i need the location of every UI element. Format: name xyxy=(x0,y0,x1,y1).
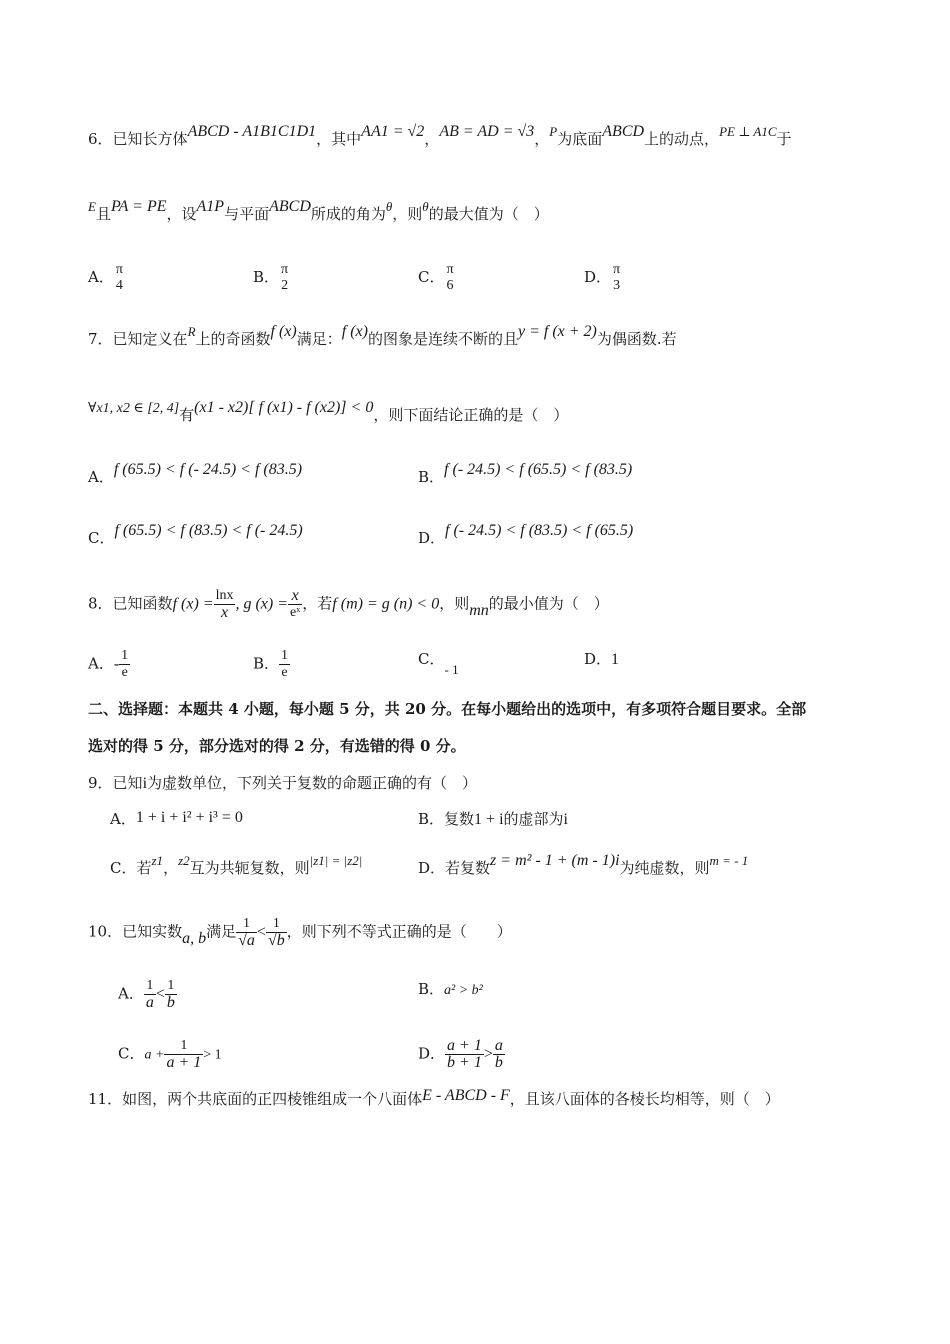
q6-text: ，其中 xyxy=(316,130,362,148)
numerator: lnx xyxy=(215,588,234,603)
denominator: e xyxy=(119,664,130,681)
q6-text: 所成的角为 xyxy=(310,205,386,223)
option-expr: f (65.5) < f (83.5) < f (- 24.5) xyxy=(114,522,303,539)
q10-option-b[interactable] xyxy=(418,978,483,1002)
fraction xyxy=(236,916,257,949)
option-expr: 1 + i xyxy=(474,811,504,828)
numerator: π xyxy=(446,262,454,277)
q7-line2 xyxy=(88,399,569,428)
option-label: A． xyxy=(110,810,136,828)
q8-option-a[interactable] xyxy=(88,648,130,681)
option-label: A． xyxy=(88,468,114,486)
q6-option-c[interactable] xyxy=(418,262,456,294)
q7-text: 为偶函数.若 xyxy=(596,330,677,348)
q6-text: ，设 xyxy=(166,205,197,223)
q6-text: 与平面 xyxy=(224,205,270,223)
q7-text: 已知定义在 xyxy=(112,330,188,348)
numerator: a xyxy=(494,1037,503,1054)
numerator: a + 1 xyxy=(447,1037,482,1054)
q10-text: 满足 xyxy=(206,922,237,941)
numerator: x xyxy=(291,587,299,604)
denominator: e xyxy=(279,664,290,681)
option-expr: f (65.5) < f (- 24.5) < f (83.5) xyxy=(113,461,303,478)
fraction xyxy=(119,648,130,681)
q11-number: 11． xyxy=(88,1090,123,1108)
q9-text: 互为共轭复数，则 xyxy=(189,859,310,877)
option-label: D． xyxy=(418,529,446,547)
numerator: 1 xyxy=(167,978,175,993)
fraction xyxy=(611,262,622,294)
numerator: 1 xyxy=(272,916,280,931)
option-label: B． xyxy=(253,654,280,673)
q7-number: 7． xyxy=(88,330,113,348)
q6-text: ， xyxy=(424,130,440,148)
q7-math: (x1 - x2)[ f (x1) - f (x2)] < 0 xyxy=(194,399,374,416)
q11-text: ，且该八面体的各棱长均相等，则（ ） xyxy=(509,1090,780,1108)
fraction xyxy=(114,262,125,294)
fraction xyxy=(144,978,156,1011)
q9-option-c[interactable] xyxy=(110,853,363,880)
q8-math: mn xyxy=(469,601,489,619)
q9-number: 9． xyxy=(88,774,113,792)
denominator: √a xyxy=(238,932,255,949)
fraction xyxy=(165,978,177,1011)
numerator: 1 xyxy=(121,648,129,663)
q6-text: ， xyxy=(534,130,550,148)
q6-option-d[interactable] xyxy=(584,262,622,294)
q9-line1 xyxy=(88,772,477,795)
minus-sign: - xyxy=(113,655,120,673)
q7-option-b[interactable] xyxy=(418,461,633,489)
option-label: B． xyxy=(418,810,445,828)
q8-text: ，则 xyxy=(439,594,470,613)
numerator: 1 xyxy=(243,916,251,931)
denominator: 3 xyxy=(613,278,621,293)
q6-text: 上的动点， xyxy=(644,130,720,148)
option-label: C． xyxy=(118,1044,145,1063)
section-heading-cont: 选对的得 5 分，部分选对的得 2 分，有选错的得 0 分。 xyxy=(88,737,466,755)
q9-option-d[interactable] xyxy=(418,852,749,880)
q11-line1 xyxy=(88,1088,780,1111)
q9-text: 为纯虚数，则 xyxy=(619,859,710,877)
numerator: 1 xyxy=(281,648,289,663)
q8-text: ，若 xyxy=(302,594,333,613)
q10-option-c[interactable] xyxy=(118,1038,222,1071)
fraction xyxy=(279,262,290,294)
option-expr: z1 xyxy=(151,853,164,868)
q6-line1 xyxy=(88,123,792,151)
q6-text: 于 xyxy=(776,130,792,148)
denominator: a xyxy=(145,994,154,1011)
q6-math: PA = PE xyxy=(110,198,167,215)
q10-math: < xyxy=(256,923,266,941)
q7-option-c[interactable] xyxy=(88,522,303,550)
fraction xyxy=(164,1038,203,1071)
option-expr: i xyxy=(563,811,568,828)
q9-text: 若 xyxy=(136,859,152,877)
denominator: x xyxy=(214,604,236,621)
q7-math: y = f (x + 2) xyxy=(517,323,597,340)
q7-text: 上的奇函数 xyxy=(195,330,271,348)
denominator: √b xyxy=(267,932,285,949)
q8-option-c[interactable] xyxy=(418,648,459,677)
option-expr: f (- 24.5) < f (65.5) < f (83.5) xyxy=(444,461,633,478)
q9-option-b[interactable] xyxy=(418,808,568,831)
q6-math: θ xyxy=(422,199,429,214)
denominator: 6 xyxy=(446,278,454,293)
fraction xyxy=(288,588,302,621)
option-label: D． xyxy=(418,1044,446,1063)
option-expr: z2 xyxy=(178,853,190,868)
numerator: 1 xyxy=(146,978,154,993)
q7-math: R xyxy=(187,324,196,339)
q7-option-d[interactable] xyxy=(418,522,634,550)
option-expr: > 1 xyxy=(203,1047,222,1063)
option-label: A． xyxy=(88,268,114,286)
q11-math: E - ABCD - F xyxy=(422,1087,510,1104)
q6-math: ABCD - A1B1C1D1 xyxy=(187,123,317,140)
q10-number: 10． xyxy=(88,922,123,941)
fraction xyxy=(266,916,287,949)
q7-option-a[interactable] xyxy=(88,461,303,489)
q9-math: i xyxy=(142,775,148,792)
q6-math: ABCD xyxy=(269,198,311,215)
q7-text: 的图象是连续不断的且 xyxy=(367,330,518,348)
q9-text: 若复数 xyxy=(445,859,491,877)
q10-text: ，则下列不等式正确的是（ ） xyxy=(286,922,512,941)
q7-math: f (x) xyxy=(270,323,297,340)
numerator: π xyxy=(115,262,123,277)
q9-text: 为虚数单位，下列关于复数的命题正确的有（ ） xyxy=(147,774,478,792)
denominator: b + 1 xyxy=(447,1054,482,1071)
q9-option-a[interactable] xyxy=(110,808,243,831)
denominator: 2 xyxy=(281,278,289,293)
fraction xyxy=(279,648,290,681)
q6-math: P xyxy=(549,124,558,139)
fraction xyxy=(444,262,455,294)
option-value: 1 xyxy=(611,651,620,668)
option-label: A． xyxy=(118,984,144,1003)
q9-text: 的虚部为 xyxy=(503,810,564,828)
q10-option-d[interactable] xyxy=(418,1038,505,1071)
q9-text: 复数 xyxy=(444,810,475,828)
denominator: eˣ xyxy=(290,605,301,620)
q10-option-a[interactable] xyxy=(118,978,177,1011)
option-expr: a + xyxy=(144,1047,165,1063)
section-heading: 二、选择题：本题共 4 小题，每小题 5 分，共 20 分。在每小题给出的选项中，有多项符合题目要求。全部 xyxy=(88,700,807,718)
q7-text: ，则下面结论正确的是（ ） xyxy=(373,406,569,424)
option-expr: 1 + i + i² + i³ = 0 xyxy=(135,809,243,826)
q6-text: 且 xyxy=(95,205,111,223)
q8-text: 已知函数 xyxy=(112,594,173,613)
fraction xyxy=(214,588,236,621)
q10-text: 已知实数 xyxy=(122,922,183,941)
q7-text: 有 xyxy=(179,406,195,424)
q8-line1 xyxy=(88,588,609,621)
option-label: C． xyxy=(418,650,445,668)
q10-line1 xyxy=(88,916,512,949)
denominator: b xyxy=(494,1054,503,1071)
denominator: b xyxy=(166,994,175,1011)
q6-math: E xyxy=(88,199,96,214)
q7-line1 xyxy=(88,323,677,351)
q6-math: AB = AD = √3 xyxy=(439,123,535,140)
option-label: B． xyxy=(418,980,445,998)
q8-math: f (x) = xyxy=(172,595,214,613)
option-label: A． xyxy=(88,654,114,673)
q8-math: , g (x) = xyxy=(235,595,289,613)
q8-option-b[interactable] xyxy=(253,648,290,681)
option-expr: > xyxy=(483,1045,493,1063)
q6-math: PE ⊥ A1C xyxy=(719,124,777,139)
q8-number: 8． xyxy=(88,594,113,613)
option-label: D． xyxy=(584,268,612,286)
option-label: C． xyxy=(110,859,137,877)
option-label: D． xyxy=(418,859,446,877)
option-label: C． xyxy=(418,268,445,286)
q6-text: ，则 xyxy=(392,205,423,223)
q6-text: 的最大值为（ ） xyxy=(428,205,549,223)
numerator: π xyxy=(281,262,289,277)
q6-math: ABCD xyxy=(602,123,645,140)
q8-math: f (m) = g (n) < 0 xyxy=(332,595,440,613)
q6-line2 xyxy=(88,198,549,226)
numerator: π xyxy=(613,262,621,277)
q6-math: A1P xyxy=(196,198,225,215)
q6-math: θ xyxy=(385,199,393,214)
q6-option-b[interactable] xyxy=(253,262,290,294)
option-expr: a² > b² xyxy=(444,983,483,998)
q6-math: AA1 = √2 xyxy=(361,123,425,140)
option-expr: z = m² - 1 + (m - 1)i xyxy=(490,852,620,869)
option-expr: < xyxy=(155,985,165,1003)
q11-text: 如图，两个共底面的正四棱锥组成一个八面体 xyxy=(122,1090,423,1108)
option-label: B． xyxy=(253,268,280,286)
option-expr: m = - 1 xyxy=(709,853,749,868)
option-expr: |z1| = |z2| xyxy=(309,853,363,868)
q9-text: 已知 xyxy=(112,774,143,792)
q6-option-a[interactable] xyxy=(88,262,125,294)
q7-math: f (x) xyxy=(341,323,368,340)
q6-text: 已知长方体 xyxy=(112,130,188,148)
option-label: D． xyxy=(584,650,612,668)
q7-math: ∀x1, x2 ∈ [2, 4] xyxy=(88,401,180,416)
option-value: - 1 xyxy=(444,662,459,677)
q8-option-d[interactable] xyxy=(584,648,619,671)
q8-text: 的最小值为（ ） xyxy=(488,594,609,613)
q7-text: 满足： xyxy=(296,330,342,348)
option-label: C． xyxy=(88,529,115,547)
fraction xyxy=(493,1038,505,1071)
numerator: 1 xyxy=(180,1038,188,1053)
q10-math: a, b xyxy=(182,929,207,947)
option-label: B． xyxy=(418,468,445,486)
denominator: a + 1 xyxy=(166,1054,202,1071)
option-expr: f (- 24.5) < f (83.5) < f (65.5) xyxy=(445,522,634,539)
q9-text: ， xyxy=(163,859,179,877)
q6-text: 为底面 xyxy=(557,130,603,148)
q6-number: 6． xyxy=(88,130,113,148)
denominator: 4 xyxy=(115,278,123,293)
fraction xyxy=(445,1038,484,1071)
